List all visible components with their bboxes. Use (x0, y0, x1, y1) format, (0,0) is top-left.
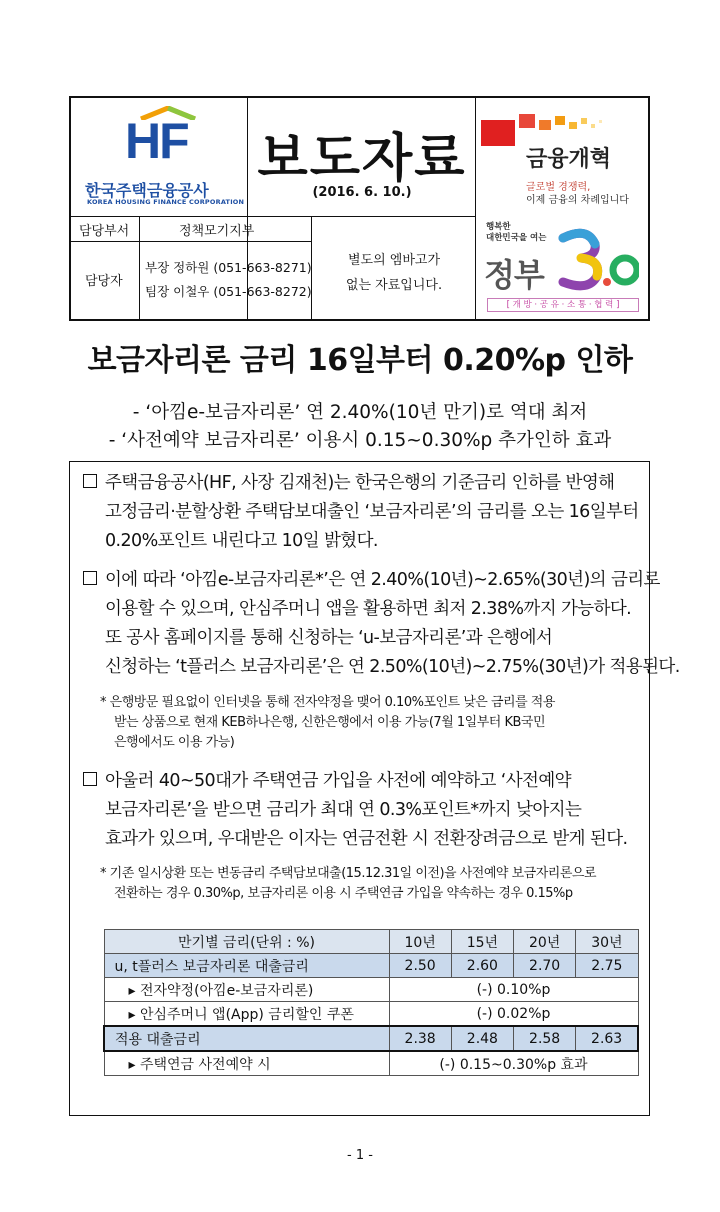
note2-line-2: 전환하는 경우 0.30%p, 보금자리론 이용 시 주택연금 가입을 약속하는 경우 0.15%p (114, 886, 573, 901)
base-rate-label: u, t플러스 보금자리론 대출금리 (104, 954, 389, 978)
note2-line-1: * 기존 일시상환 또는 변동금리 주택담보대출(15.12.31일 이전)을 사전예약 보금자리론으로 (100, 866, 597, 881)
discount-label: ▸ 안심주머니 앱(App) 금리할인 쿠폰 (104, 1002, 389, 1027)
header-cell: 30년 (576, 930, 638, 954)
advance-label: ▸ 주택연금 사전예약 시 (104, 1051, 389, 1076)
discount-value: (-) 0.10%p (389, 978, 638, 1002)
subtitle-2: - ‘사전예약 보금자리론’ 이용시 0.15~0.30%p 추가인하 효과 (108, 430, 612, 451)
rate-cell: 2.58 (514, 1026, 576, 1051)
paragraph-1 (83, 469, 643, 556)
embargo-note (311, 248, 477, 298)
footnote-1 (100, 693, 645, 753)
rate-cell: 2.63 (576, 1026, 638, 1051)
p2-line-4: 신청하는 ‘t플러스 보금자리론’은 연 2.50%(10년)~2.75%(30년)가 적용된다. (105, 657, 680, 677)
paragraph-3 (83, 767, 643, 854)
gov30-line1: 행복한 (486, 222, 511, 232)
p1-line-1: 주택금융공사(HF, 사장 김재천)는 한국은행의 기준금리 인하를 반영해 (105, 473, 615, 493)
rate-cell: 2.48 (451, 1026, 513, 1051)
gov30-tagline: [ 개 방 · 공 유 · 소 통 · 협 력 ] (487, 298, 639, 312)
applied-rate-label: 적용 대출금리 (104, 1026, 389, 1051)
table-row (104, 1026, 638, 1051)
header-cell: 10년 (389, 930, 451, 954)
p3-line-3: 효과가 있으며, 우대받은 이자는 연금전환 시 전환장려금으로 받게 된다. (105, 829, 628, 849)
hf-abbr: HF (125, 113, 188, 169)
table-row (104, 1051, 638, 1076)
p2-line-1: 이에 따라 ‘아낌e-보금자리론*’은 연 2.40%(10년)~2.65%(30년)의 금리로 (105, 570, 660, 590)
dept-value: 정책모기지부 (179, 224, 255, 239)
embargo-line-1: 별도의 엠바고가 (347, 253, 441, 268)
checkbox-bullet-icon (83, 474, 97, 488)
rate-cell: 2.70 (514, 954, 576, 978)
page-number: - 1 - (347, 1148, 373, 1163)
p2-line-2: 이용할 수 있으며, 안심주머니 앱을 활용하면 최저 2.38%까지 가능하다. (105, 599, 632, 619)
discount-value: (-) 0.02%p (389, 1002, 638, 1027)
p2-line-3: 또 공사 홈페이지를 통해 신청하는 ‘u-보금자리론’과 은행에서 (105, 628, 553, 648)
gov30-line2: 대한민국을 여는 (486, 233, 547, 243)
p3-line-2: 보금자리론’을 받으면 금리가 최대 연 0.3%포인트*까지 낮아지는 (105, 800, 582, 820)
dept-label: 담당부서 (79, 224, 130, 239)
header-cell: 20년 (514, 930, 576, 954)
note1-line-1: * 은행방문 필요없이 인터넷을 통해 전자약정을 맺어 0.10%포인트 낮은 금리를 적용 (100, 695, 555, 710)
contact-2: 팀장 이철우 (051-663-8272) (145, 284, 312, 299)
finance-reform-sub2: 이제 금융의 차례입니다 (526, 195, 629, 206)
rate-cell: 2.60 (451, 954, 513, 978)
release-date: (2016. 6. 10.) (312, 185, 412, 200)
note1-line-3: 은행에서도 이용 가능) (114, 735, 235, 750)
table-row (104, 1002, 638, 1027)
headline: 보금자리론 금리 16일부터 0.20%p 인하 (87, 343, 633, 378)
table-header-row (104, 930, 638, 954)
header-cell: 만기별 금리(단위 : %) (104, 930, 389, 954)
finance-reform-title: 금융개혁 (526, 147, 612, 172)
doc-type-title: 보도자료 (257, 129, 467, 189)
gov30-number-icon (557, 228, 639, 292)
org-name-en: KOREA HOUSING FINANCE CORPORATION (87, 198, 245, 206)
table-row (104, 954, 638, 978)
hf-logo (71, 98, 247, 216)
checkbox-bullet-icon (83, 772, 97, 786)
p1-line-3: 0.20%포인트 내린다고 10일 밝혔다. (105, 531, 378, 551)
gov30-word: 정부 (484, 256, 544, 294)
p3-line-1: 아울러 40~50대가 주택연금 가입을 사전에 예약하고 ‘사전예약 (105, 771, 571, 791)
checkbox-bullet-icon (83, 571, 97, 585)
gov30-caption (486, 222, 546, 244)
discount-label: ▸ 전자약정(아낌e-보금자리론) (104, 978, 389, 1002)
rate-table (103, 929, 639, 1076)
advance-value: (-) 0.15~0.30%p 효과 (389, 1051, 638, 1076)
contact-label: 담당자 (85, 274, 123, 289)
rate-cell: 2.50 (389, 954, 451, 978)
org-name-kr: 한국주택금융공사 (85, 181, 209, 200)
paragraph-2 (83, 566, 680, 682)
finance-reform-sub1: 글로벌 경쟁력, (526, 182, 591, 193)
subtitle-1: - ‘아낌e-보금자리론’ 연 2.40%(10년 만기)로 역대 최저 (132, 402, 588, 423)
embargo-line-2: 없는 자료입니다. (345, 278, 443, 293)
footnote-2 (100, 864, 645, 904)
rate-cell: 2.38 (389, 1026, 451, 1051)
header-cell: 15년 (451, 930, 513, 954)
gov30-version: 3.0 (557, 228, 559, 229)
note1-line-2: 받는 상품으로 현재 KEB하나은행, 신한은행에서 이용 가능(7월 1일부터 KB국민 (114, 715, 546, 730)
contact-1: 부장 정하원 (051-663-8271) (145, 260, 312, 275)
p1-line-2: 고정금리·분할상환 주택담보대출인 ‘보금자리론’의 금리를 오는 16일부터 (105, 502, 639, 522)
finance-reform-logo-icon (481, 112, 611, 146)
press-header-table (69, 96, 650, 321)
rate-cell: 2.75 (576, 954, 638, 978)
table-row (104, 978, 638, 1002)
